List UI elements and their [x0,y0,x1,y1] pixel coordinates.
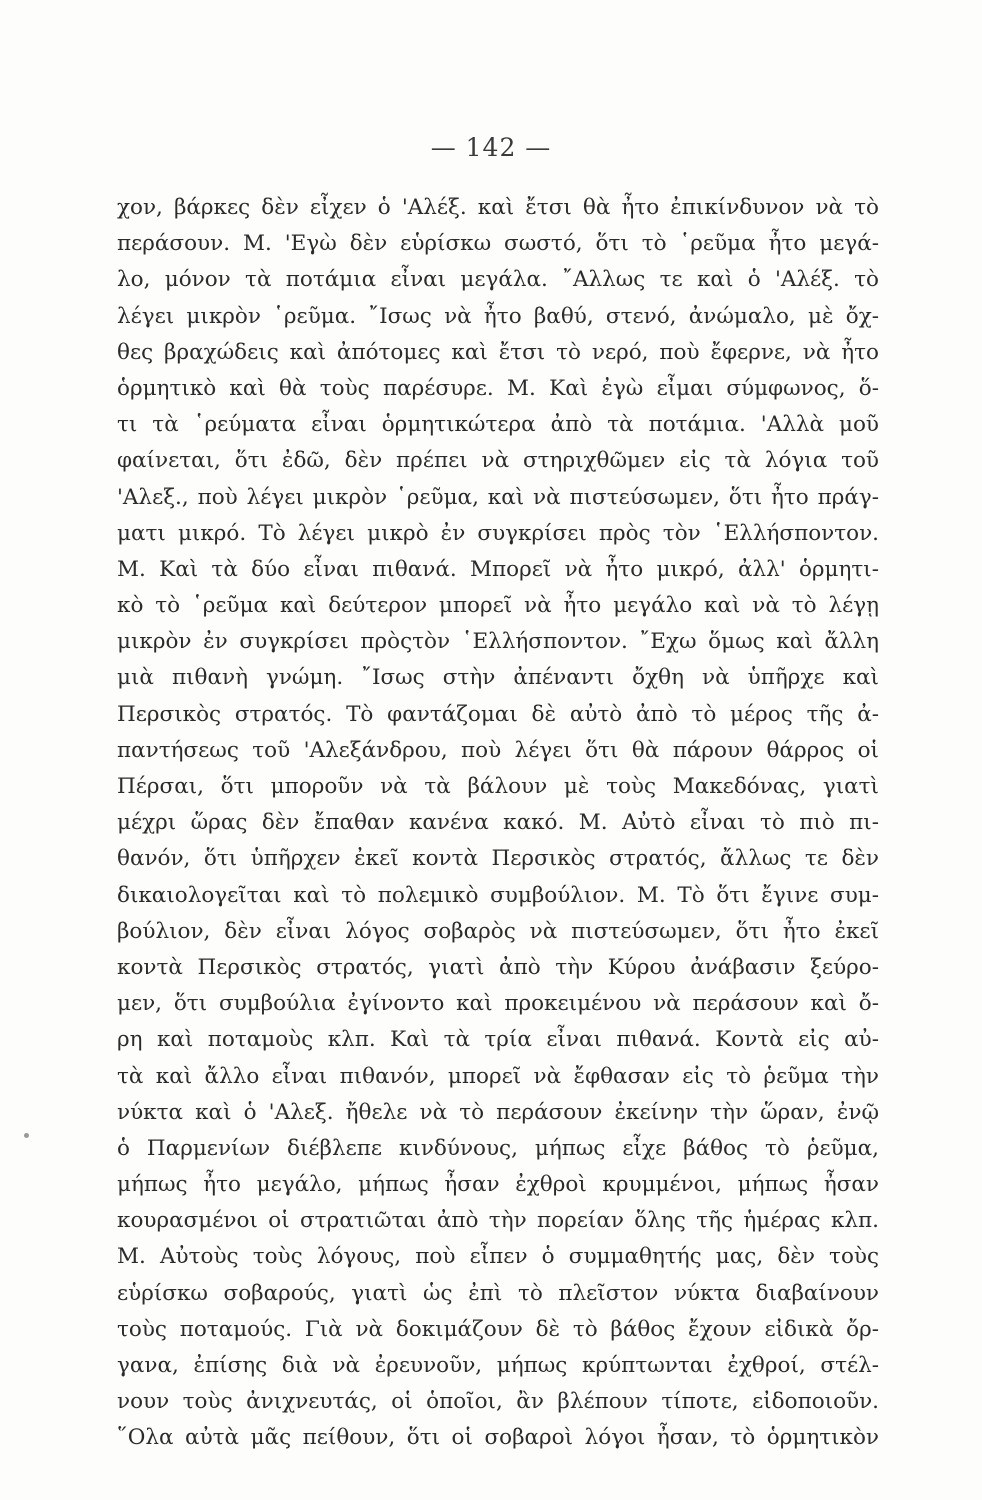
text-line: ματι μικρό. Τὸ λέγει μικρὸ ἐν συγκρίσει πρὸς τὸν ῾Ελλήσποντον. [117,520,879,546]
text-line: Πέρσαι, ὅτι μποροῦν νὰ τὰ βάλουν μὲ τοὺς Μακεδόνας, γιατὶ [117,774,879,799]
text-line: θανόν, ὅτι ὑπῆρχεν ἐκεῖ κοντὰ Περσικὸς στρατός, ἄλλως τε δὲν [117,846,879,872]
text-line: περάσουν. Μ. 'Εγὼ δὲν εὑρίσκω σωστό, ὅτι τὸ ῾ρεῦμα ἦτο μεγά- [117,231,879,257]
body-text [117,190,879,1457]
text-line: μήπως ἦτο μεγάλο, μήπως ἦσαν ἐχθροὶ κρυμμένοι, μήπως ἦσαν [117,1172,879,1198]
text-line: μεν, ὅτι συμβούλια ἐγίνοντο καὶ προκειμένου νὰ περάσουν καὶ ὄ- [117,991,879,1017]
text-line: μιὰ πιθανὴ γνώμη. ῎Ισως στὴν ἀπέναντι ὄχθη νὰ ὑπῆρχε καὶ [117,665,879,691]
text-line: τὰ καὶ ἄλλο εἶναι πιθανόν, μπορεῖ νὰ ἔφθασαν εἰς τὸ ῥεῦμα τὴν [117,1063,879,1089]
text-line: ρη καὶ ποταμοὺς κλπ. Καὶ τὰ τρία εἶναι πιθανά. Κοντὰ εἰς αὐ- [117,1027,879,1053]
text-line: κουρασμένοι οἱ στρατιῶται ἀπὸ τὴν πορείαν ὅλης τῆς ἡμέρας κλπ. [117,1208,879,1234]
text-line: δικαιολογεῖται καὶ τὸ πολεμικὸ συμβούλιον. Μ. Τὸ ὅτι ἔγινε συμ- [117,882,879,908]
text-line: Περσικὸς στρατός. Τὸ φαντάζομαι δὲ αὐτὸ ἀπὸ τὸ μέρος τῆς ἀ- [117,701,879,727]
text-line: ὁ Παρμενίων διέβλεπε κινδύνους, μήπως εἶχε βάθος τὸ ῥεῦμα, [117,1135,879,1161]
text-line: παντήσεως τοῦ 'Αλεξάνδρου, ποὺ λέγει ὅτι θὰ πάρουν θάρρος οἱ [117,737,879,763]
text-line: τι τὰ ῾ρεύματα εἶναι ὁρμητικώτερα ἀπὸ τὰ ποτάμια. 'Αλλὰ μοῦ [117,412,879,438]
text-line: Μ. Αὐτοὺς τοὺς λόγους, ποὺ εἶπεν ὁ συμμαθητής μας, δὲν τοὺς [117,1244,879,1270]
text-line: μικρὸν ἐν συγκρίσει πρὸςτὸν ῾Ελλήσποντον. ῎Εχω ὅμως καὶ ἄλλη [117,629,879,655]
text-line: βούλιον, δὲν εἶναι λόγος σοβαρὸς νὰ πιστεύσωμεν, ὅτι ἦτο ἐκεῖ [117,918,879,944]
text-line: λο, μόνον τὰ ποτάμια εἶναι μεγάλα. ῎Αλλως τε καὶ ὁ 'Αλέξ. τὸ [117,267,879,293]
text-line: 'Αλεξ., ποὺ λέγει μικρὸν ῾ρεῦμα, καὶ νὰ πιστεύσωμεν, ὅτι ἦτο πράγ- [117,484,879,510]
text-line: θες βραχώδεις καὶ ἀπότομες καὶ ἔτσι τὸ νερό, ποὺ ἔφερνε, νὰ ἦτο [117,339,879,365]
text-line: ῞Ολα αὐτὰ μᾶς πείθουν, ὅτι οἱ σοβαροὶ λόγοι ἦσαν, τὸ ὁρμητικὸν [117,1425,879,1451]
text-line: τοὺς ποταμούς. Γιὰ νὰ δοκιμάζουν δὲ τὸ βάθος ἔχουν εἰδικὰ ὄρ- [117,1316,879,1342]
text-line: λέγει μικρὸν ῾ρεῦμα. ῎Ισως νὰ ἦτο βαθύ, στενό, ἀνώμαλο, μὲ ὄχ- [117,303,879,329]
text-line: γανα, ἐπίσης διὰ νὰ ἐρευνοῦν, μήπως κρύπτωνται ἐχθροί, στέλ- [117,1353,879,1378]
text-line: Μ. Καὶ τὰ δύο εἶναι πιθανά. Μπορεῖ νὰ ἦτο μικρό, ἀλλ' ὁρμητι- [117,556,879,582]
text-line: φαίνεται, ὅτι ἐδῶ, δὲν πρέπει νὰ στηριχθῶμεν εἰς τὰ λόγια τοῦ [117,448,879,474]
text-line: μέχρι ὥρας δὲν ἔπαθαν κανένα κακό. Μ. Αὐτὸ εἶναι τὸ πιὸ πι- [117,810,879,836]
text-line: ὁρμητικὸ καὶ θὰ τοὺς παρέσυρε. Μ. Καὶ ἐγὼ εἶμαι σύμφωνος, ὅ- [117,375,879,401]
text-line: κοντὰ Περσικὸς στρατός, γιατὶ ἀπὸ τὴν Κύρου ἀνάβασιν ξεύρο- [117,954,879,980]
text-line: νύκτα καὶ ὁ 'Αλεξ. ἤθελε νὰ τὸ περάσουν ἐκείνην τὴν ὥραν, ἐνῷ [117,1099,879,1125]
text-line: εὑρίσκω σοβαρούς, γιατὶ ὡς ἐπὶ τὸ πλεῖστον νύκτα διαβαίνουν [117,1280,879,1306]
text-line: κὸ τὸ ῾ρεῦμα καὶ δεύτερον μπορεῖ νὰ ἦτο μεγάλο καὶ νὰ τὸ λέγῃ [117,593,879,619]
text-line: χον, βάρκες δὲν εἶχεν ὁ 'Αλέξ. καὶ ἔτσι θὰ ἦτο ἐπικίνδυνον νὰ τὸ [117,195,879,220]
page-number: — 142 — [430,133,552,162]
margin-speck [24,1133,29,1138]
text-line: νουν τοὺς ἀνιχνευτάς, οἱ ὁποῖοι, ἂν βλέπουν τίποτε, εἰδοποιοῦν. [117,1389,879,1415]
